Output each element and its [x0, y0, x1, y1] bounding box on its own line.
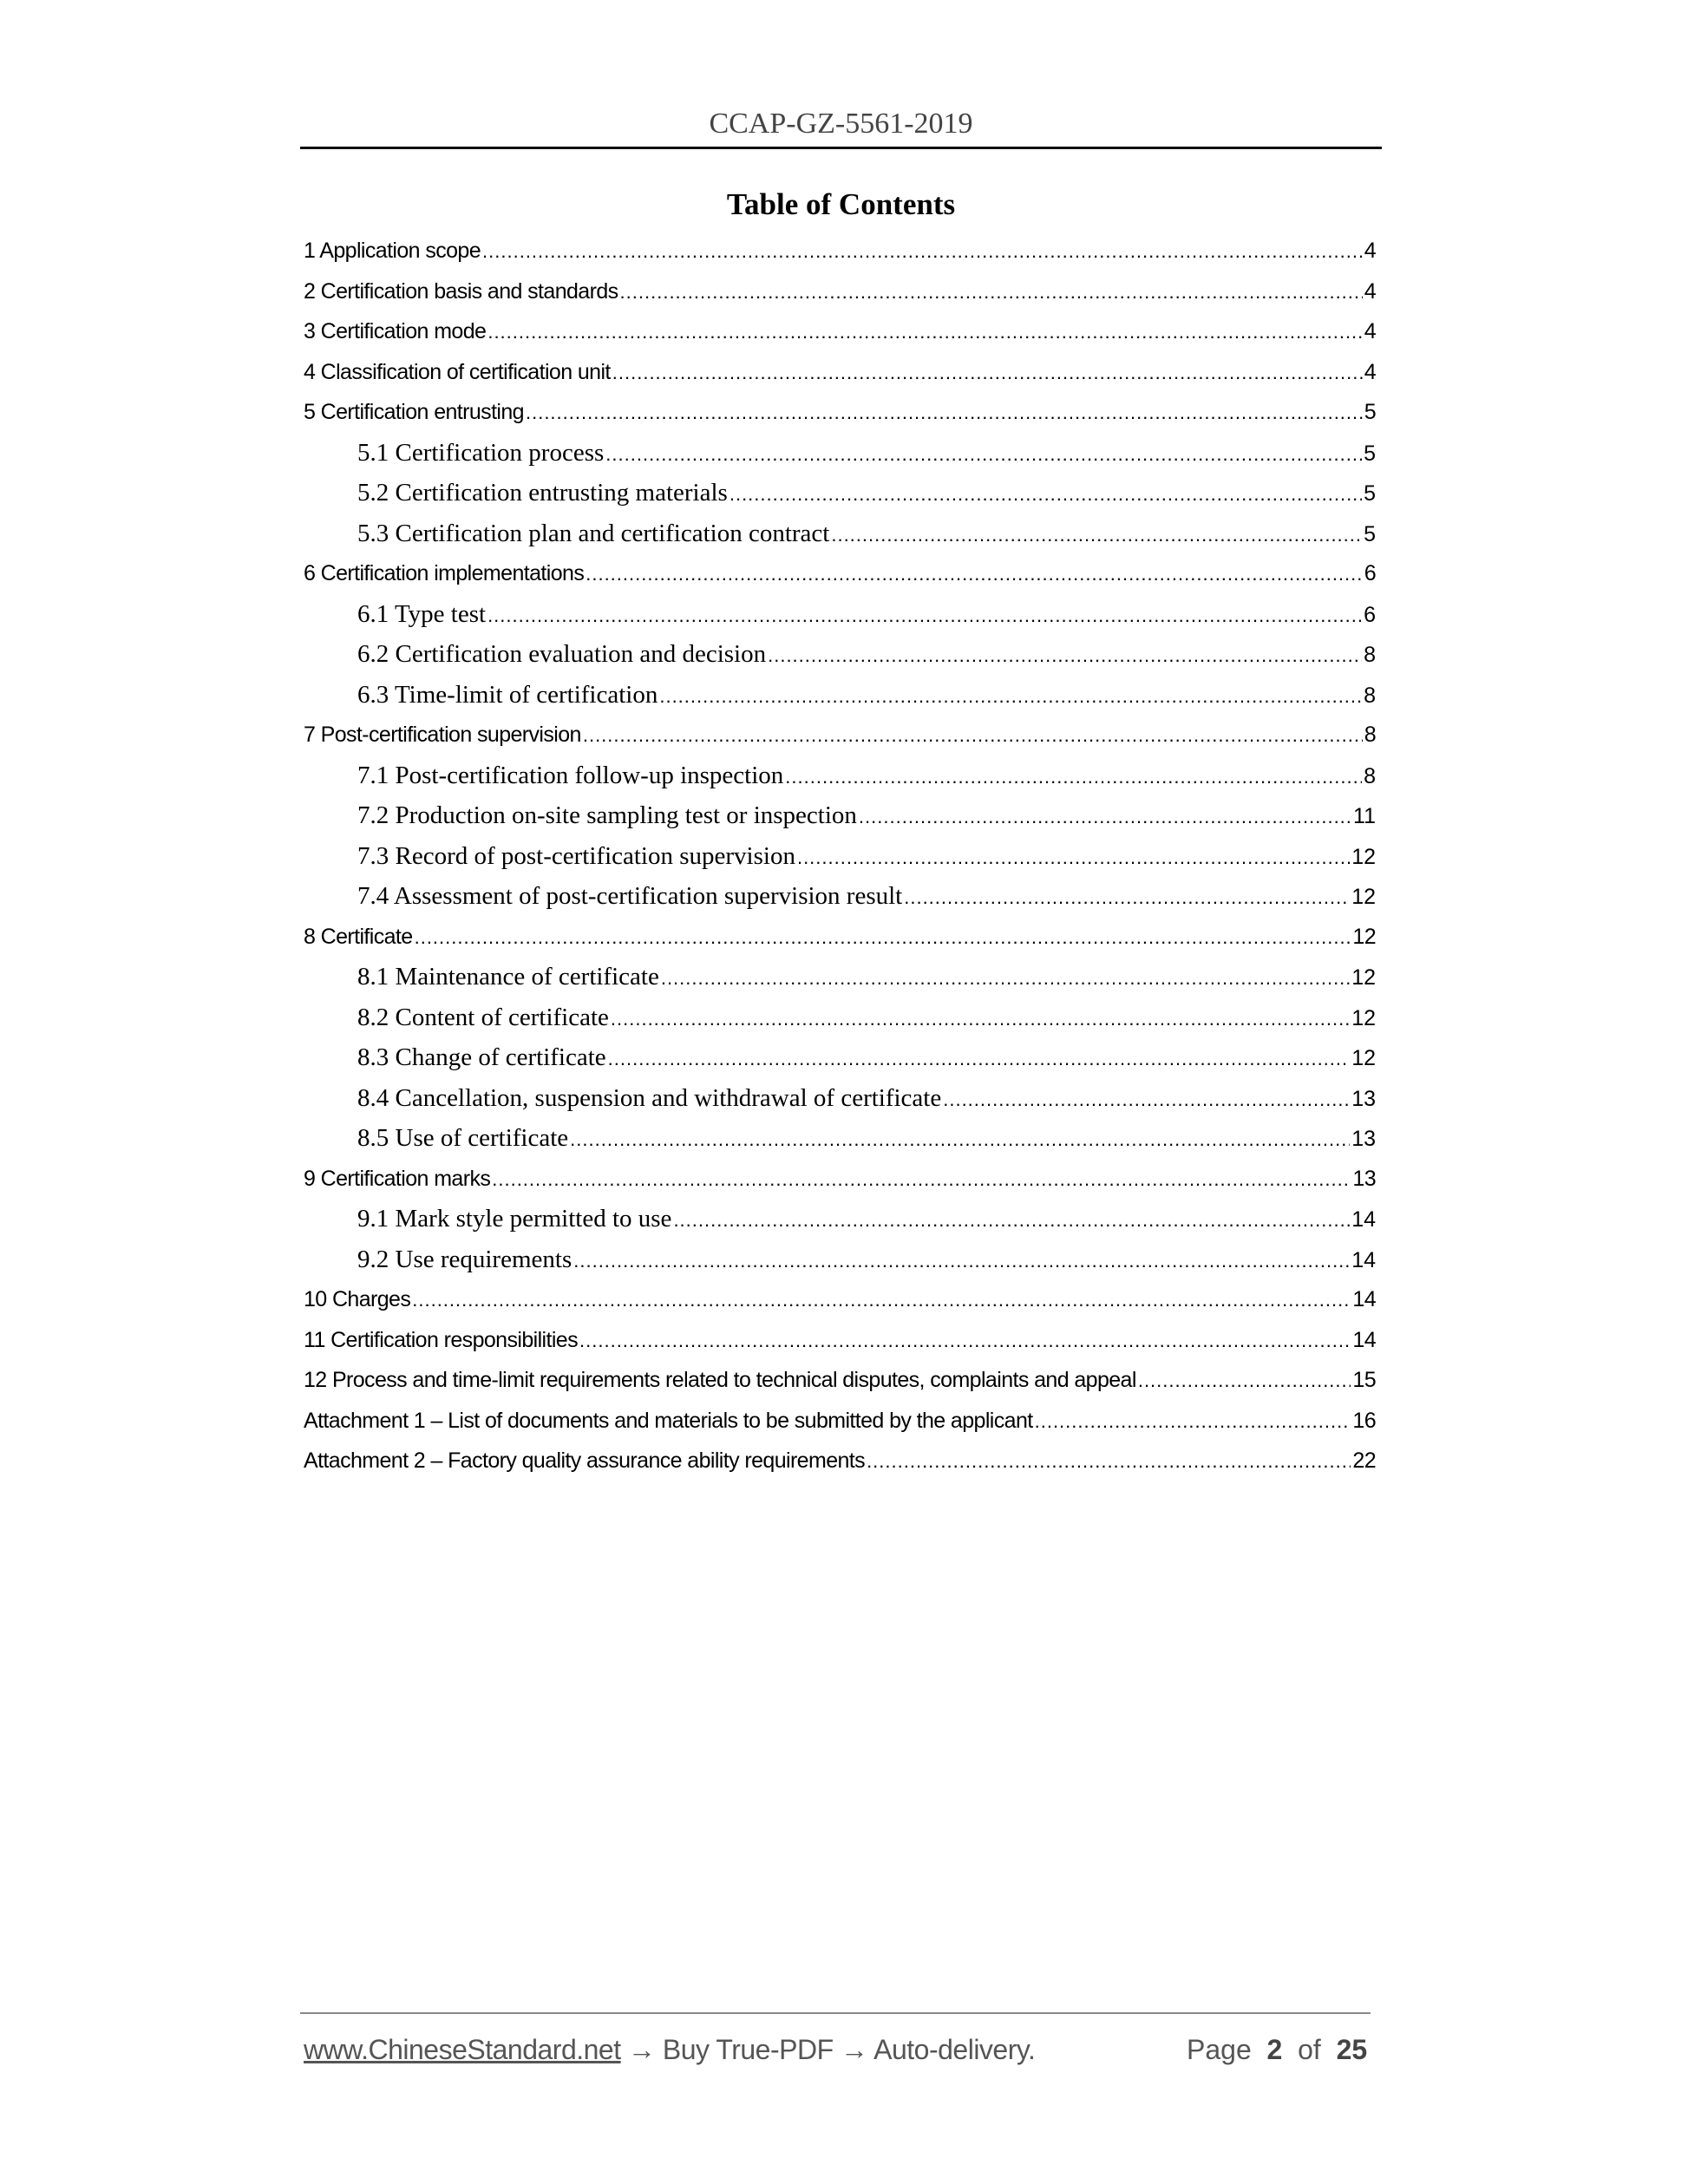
dot-leader — [943, 1080, 1350, 1119]
website-link[interactable]: www.ChineseStandard.net — [304, 2034, 621, 2065]
toc-entry-label: 12 Process and time-limit requirements related to technical disputes, complaints and appeal — [304, 1368, 1136, 1392]
toc-entry-page: 22 — [1352, 1448, 1376, 1473]
dot-leader — [612, 353, 1363, 393]
toc-entry[interactable] — [304, 553, 1376, 594]
toc-entry[interactable] — [304, 392, 1376, 433]
toc-entry-page: 11 — [1353, 804, 1376, 828]
dot-leader — [487, 312, 1362, 352]
toc-entry[interactable] — [304, 1037, 1376, 1078]
toc-entry-label: 5.2 Certification entrusting materials — [357, 479, 728, 507]
dot-leader — [797, 838, 1350, 877]
dot-leader — [482, 232, 1363, 271]
delivery-text: Auto-delivery. — [873, 2034, 1036, 2065]
toc-entry-page: 6 — [1364, 561, 1376, 585]
dot-leader — [904, 878, 1350, 917]
toc-entry[interactable] — [304, 1199, 1376, 1239]
dot-leader — [608, 1039, 1351, 1078]
toc-entry-label: 8.3 Change of certificate — [357, 1043, 606, 1071]
toc-entry[interactable] — [304, 1320, 1376, 1361]
arrow-icon: → — [841, 2034, 868, 2065]
dot-leader — [611, 999, 1350, 1038]
toc-entry-page: 8 — [1364, 763, 1376, 788]
toc-entry[interactable] — [304, 795, 1376, 836]
toc-entry-page: 4 — [1364, 278, 1376, 304]
buy-text: Buy True-PDF — [662, 2034, 834, 2065]
toc-entry[interactable] — [304, 917, 1376, 958]
dot-leader — [730, 474, 1362, 513]
toc-entry-page: 14 — [1352, 1287, 1376, 1311]
toc-entry-page: 4 — [1364, 319, 1376, 343]
toc-entry-label: 8.5 Use of certificate — [357, 1124, 569, 1152]
of-label: of — [1298, 2034, 1321, 2065]
toc-entry-label: 4 Classification of certification unit — [304, 359, 611, 384]
dot-leader — [831, 515, 1362, 554]
toc-entry-page: 12 — [1351, 965, 1376, 990]
arrow-icon: → — [628, 2034, 656, 2065]
toc-entry[interactable] — [304, 271, 1376, 312]
toc-entry-label: 7.2 Production on-site sampling test or inspection — [357, 801, 857, 829]
toc-entry-page: 5 — [1364, 481, 1376, 506]
total-pages: 25 — [1336, 2034, 1368, 2065]
toc-entry-page: 14 — [1351, 1247, 1376, 1272]
toc-entry-label: 9.1 Mark style permitted to use — [357, 1205, 672, 1233]
toc-entry-label: Attachment 2 – Factory quality assurance ability requirements — [304, 1448, 866, 1473]
current-page: 2 — [1266, 2034, 1283, 2065]
toc-entry[interactable] — [304, 352, 1376, 393]
toc-entry-label: 8.2 Content of certificate — [357, 1003, 609, 1031]
toc-entry-page: 13 — [1351, 1127, 1376, 1151]
toc-entry[interactable] — [304, 1159, 1376, 1200]
header-divider — [300, 147, 1382, 149]
dot-leader — [1138, 1361, 1351, 1401]
toc-entry-label: 6 Certification implementations — [304, 561, 585, 585]
toc-entry-label: 5.3 Certification plan and certification contract — [357, 519, 830, 547]
toc-entry-label: 9 Certification marks — [304, 1166, 491, 1191]
document-id-header: CCAP-GZ-5561-2019 — [709, 108, 973, 140]
toc-entry-label: 9.2 Use requirements — [357, 1245, 572, 1273]
toc-entry-page: 5 — [1364, 400, 1376, 424]
toc-entry-label: 6.2 Certification evaluation and decision — [357, 640, 767, 668]
toc-entry[interactable] — [304, 836, 1376, 877]
dot-leader — [673, 1200, 1350, 1239]
toc-entry-page: 13 — [1351, 1086, 1376, 1111]
dot-leader — [526, 393, 1363, 433]
toc-entry[interactable] — [304, 675, 1376, 716]
toc-entry-page: 12 — [1351, 1046, 1376, 1070]
toc-entry[interactable] — [304, 433, 1376, 474]
dot-leader — [620, 272, 1363, 312]
toc-entry-label: 6.1 Type test — [357, 599, 487, 628]
toc-entry[interactable] — [304, 997, 1376, 1038]
toc-entry-page: 14 — [1351, 1207, 1376, 1232]
toc-entry-label: 7.3 Record of post-certification supervision — [357, 841, 795, 870]
dot-leader — [487, 596, 1362, 635]
toc-entry-page: 5 — [1364, 441, 1376, 466]
toc-entry-page: 13 — [1352, 1166, 1376, 1191]
dot-leader — [586, 554, 1362, 594]
toc-entry[interactable] — [304, 715, 1376, 755]
toc-entry-page: 8 — [1364, 683, 1376, 708]
dot-leader — [867, 1442, 1351, 1481]
toc-entry[interactable] — [304, 755, 1376, 796]
page-title: Table of Contents — [726, 187, 956, 221]
toc-entry[interactable] — [304, 1441, 1376, 1481]
toc-entry-label: 7.1 Post-certification follow-up inspection — [357, 761, 784, 789]
toc-entry-label: 2 Certification basis and standards — [304, 278, 618, 304]
dot-leader — [570, 1120, 1350, 1159]
toc-entry-page: 12 — [1352, 924, 1376, 949]
toc-entry-page: 14 — [1352, 1327, 1376, 1352]
toc-entry-label: 3 Certification mode — [304, 319, 487, 343]
toc-entry[interactable] — [304, 311, 1376, 352]
toc-entry-label: 11 Certification responsibilities — [304, 1327, 579, 1352]
toc-entry-page: 4 — [1364, 239, 1376, 263]
toc-entry-label: Attachment 1 – List of documents and materials to be submitted by the applicant — [304, 1408, 1033, 1433]
toc-entry-label: 10 Charges — [304, 1287, 411, 1311]
toc-entry-page: 6 — [1364, 602, 1376, 627]
toc-entry[interactable] — [304, 473, 1376, 513]
toc-entry-page: 4 — [1364, 359, 1376, 384]
toc-entry[interactable] — [304, 1239, 1376, 1280]
dot-leader — [492, 1160, 1351, 1200]
dot-leader — [605, 435, 1362, 474]
dot-leader — [412, 1280, 1351, 1320]
toc-entry-label: 7.4 Assessment of post-certification supervision result — [357, 882, 903, 910]
toc-entry-page: 12 — [1351, 885, 1376, 909]
toc-entry[interactable] — [304, 513, 1376, 554]
toc-entry[interactable] — [304, 1279, 1376, 1320]
toc-entry-label: 1 Application scope — [304, 239, 481, 263]
toc-entry-page: 5 — [1364, 521, 1376, 546]
dot-leader — [415, 918, 1351, 958]
table-of-contents — [304, 231, 1376, 1481]
toc-entry-label: 6.3 Time-limit of certification — [357, 680, 658, 709]
dot-leader — [573, 1241, 1350, 1280]
toc-entry-page: 16 — [1352, 1408, 1376, 1433]
toc-entry-page: 15 — [1352, 1368, 1376, 1392]
toc-entry-page: 8 — [1364, 643, 1376, 667]
dot-leader — [661, 958, 1350, 997]
toc-entry[interactable] — [304, 1360, 1376, 1401]
toc-entry-label: 5.1 Certification process — [357, 438, 605, 467]
toc-entry[interactable] — [304, 957, 1376, 997]
footer-promo — [304, 2034, 1035, 2066]
toc-entry-label: 8.1 Maintenance of certificate — [357, 963, 659, 991]
dot-leader — [583, 716, 1363, 755]
toc-entry[interactable] — [304, 1078, 1376, 1119]
dot-leader — [859, 797, 1351, 836]
toc-entry[interactable] — [304, 876, 1376, 917]
toc-entry-label: 8 Certificate — [304, 924, 413, 949]
toc-entry-label: 7 Post-certification supervision — [304, 723, 581, 747]
dot-leader — [768, 636, 1362, 675]
toc-entry-page: 12 — [1351, 1005, 1376, 1030]
toc-entry[interactable] — [304, 634, 1376, 675]
toc-entry-label: 5 Certification entrusting — [304, 400, 524, 424]
toc-entry[interactable] — [304, 231, 1376, 271]
footer-divider — [300, 2012, 1371, 2014]
toc-entry[interactable] — [304, 594, 1376, 635]
dot-leader — [1035, 1402, 1351, 1442]
toc-entry-label: 8.4 Cancellation, suspension and withdrawal of certificate — [357, 1083, 942, 1112]
dot-leader — [785, 757, 1362, 796]
toc-entry[interactable] — [304, 1118, 1376, 1159]
toc-entry-page: 12 — [1351, 844, 1376, 869]
page-label: Page — [1187, 2034, 1252, 2065]
toc-entry-page: 8 — [1364, 723, 1376, 747]
dot-leader — [579, 1321, 1351, 1361]
dot-leader — [659, 677, 1362, 716]
page-number — [1187, 2034, 1367, 2066]
toc-entry[interactable] — [304, 1401, 1376, 1442]
